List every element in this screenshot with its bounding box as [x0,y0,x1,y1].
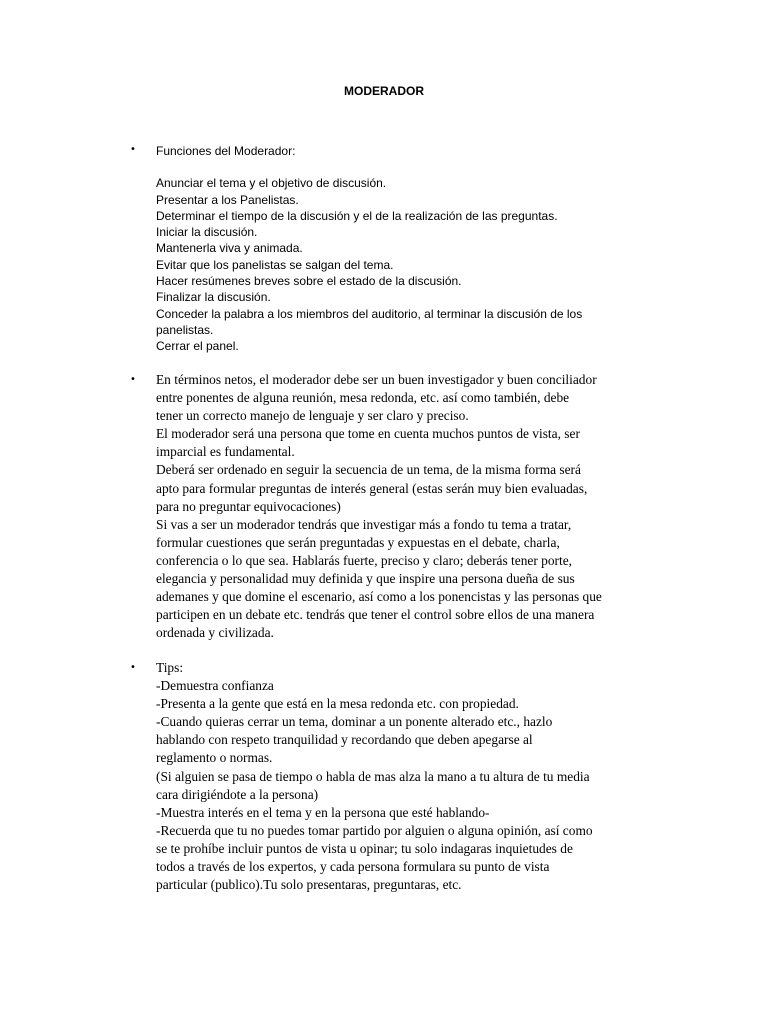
text-line: ordenada y civilizada. [156,625,274,641]
tip-line: todos a través de los expertos, y cada persona formulara su punto de vista [156,859,550,875]
text-line: elegancia y personalidad muy definida y que inspire una persona dueña de sus [156,571,575,587]
tip-line: reglamento o normas. [156,750,273,766]
text-line: En términos netos, el moderador debe ser un buen investigador y buen conciliador [156,372,597,387]
tip-line: se te prohíbe incluir puntos de vista u opinar; tu solo indagaras inquietudes de [156,840,573,856]
list-item: Evitar que los panelistas se salgan del tema. [156,257,394,272]
list-item: Cerrar el panel. [156,339,239,354]
tip-line: -Demuestra confianza [156,678,274,694]
text-line: formular cuestiones que serán preguntadas y expuestas en el debate, charla, [156,534,560,550]
text-line: Si vas a ser un moderador tendrás que investigar más a fondo tu tema a tratar, [156,516,572,532]
bullet-icon: • [130,374,136,385]
text-line: tener un correcto manejo de lenguaje y ser claro y preciso. [156,408,469,424]
list-item: Hacer resúmenes breves sobre el estado de la discusión. [156,274,462,289]
tip-line: -Presenta a la gente que está en la mesa redonda etc. con propiedad. [156,696,519,712]
text-line: imparcial es fundamental. [156,444,295,460]
page-title: MODERADOR [344,84,424,98]
list-item: panelistas. [156,322,214,337]
list-item: Iniciar la discusión. [156,225,258,240]
tip-line: hablando con respeto tranquilidad y recordando que deben apegarse al [156,732,533,748]
text-line: entre ponentes de alguna reunión, mesa redonda, etc. así como también, debe [156,390,570,406]
text-line: El moderador será una persona que tome en cuenta muchos puntos de vista, ser [156,426,580,442]
list-item: Finalizar la discusión. [156,290,271,305]
bullet-icon: • [130,662,136,673]
summary-paragraph [156,371,602,642]
tip-line: cara dirigiéndote a la persona) [156,786,319,802]
list-item: Mantenerla viva y animada. [156,241,303,256]
tip-line: -Recuerda que tu no puedes tomar partido por alguien o alguna opinión, así como [156,822,593,838]
tip-line: particular (publico).Tu solo presentaras, preguntaras, etc. [156,877,462,893]
tip-line: -Muestra interés en el tema y en la persona que esté hablando- [156,804,490,820]
text-line: conferencia o lo que sea. Hablarás fuerte, preciso y claro; deberás tener porte, [156,552,573,568]
tips-section [156,659,593,894]
text-line: ademanes y que domine el escenario, así como a los ponencistas y las personas que [156,589,602,605]
functions-section [156,143,582,355]
text-line: para no preguntar equivocaciones) [156,498,341,514]
tip-line: (Si alguien se pasa de tiempo o habla de mas alza la mano a tu altura de tu media [156,768,590,784]
text-line: Deberá ser ordenado en seguir la secuencia de un tema, de la misma forma será [156,462,581,478]
text-line: apto para formular preguntas de interés general (estas serán muy bien evaluadas, [156,480,588,496]
list-item: Anunciar el tema y el objetivo de discusión. [156,176,387,191]
list-item: Determinar el tiempo de la discusión y el de la realización de las preguntas. [156,208,558,223]
text-line: participen en un debate etc. tendrás que tener el control sobre ellos de una manera [156,607,595,623]
tips-heading: Tips: [156,660,184,675]
list-item: Conceder la palabra a los miembros del auditorio, al terminar la discusión de los [156,306,583,321]
bullet-icon: • [130,144,136,155]
section-heading: Funciones del Moderador: [156,144,296,158]
tip-line: -Cuando quieras cerrar un tema, dominar a un ponente alterado etc., hazlo [156,714,553,730]
list-item: Presentar a los Panelistas. [156,192,299,207]
